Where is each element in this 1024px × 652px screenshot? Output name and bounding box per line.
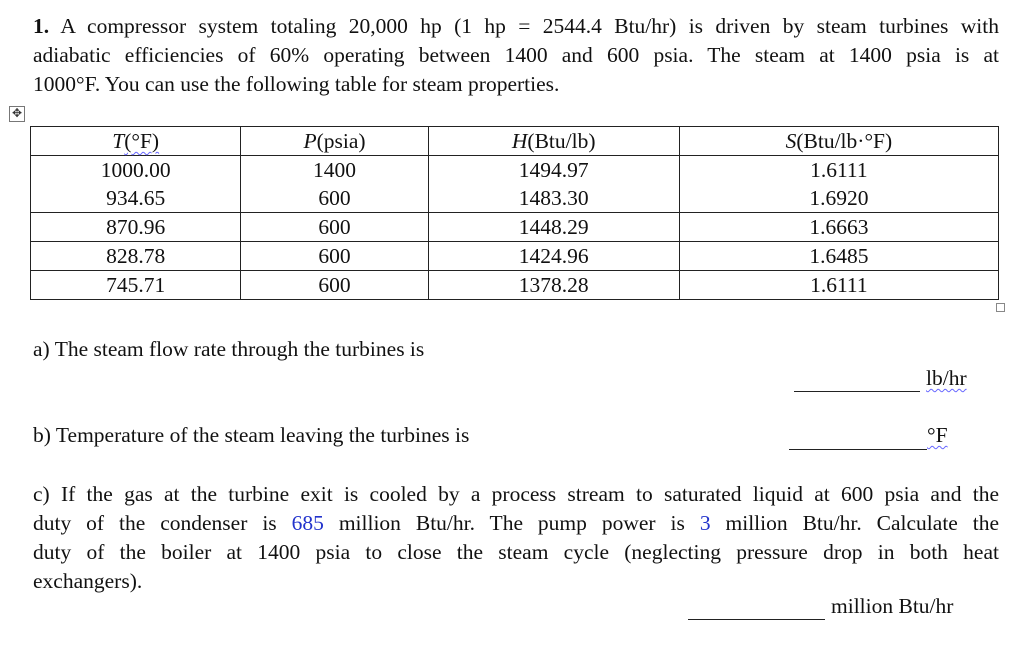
steam-properties-table bbox=[30, 126, 999, 300]
header-temperature: T(°F) bbox=[31, 127, 241, 156]
table-row bbox=[31, 242, 999, 271]
answer-c-blank[interactable] bbox=[688, 619, 825, 620]
cell-pressure: 600 bbox=[241, 184, 428, 213]
intro-line-3: 1000°F. You can use the following table for steam properties. bbox=[33, 72, 560, 96]
question-c bbox=[33, 480, 999, 596]
table-header-row bbox=[31, 127, 999, 156]
cell-entropy: 1.6111 bbox=[679, 271, 998, 300]
cell-enthalpy: 1494.97 bbox=[428, 156, 679, 185]
answer-a-unit: lb/hr bbox=[926, 366, 967, 390]
header-enthalpy: H(Btu/lb) bbox=[428, 127, 679, 156]
answer-c-unit: million Btu/hr bbox=[831, 594, 954, 618]
problem-number: 1. bbox=[33, 14, 50, 38]
question-c-line-4: exchangers). bbox=[33, 569, 143, 593]
problem-statement bbox=[33, 12, 999, 99]
table-row bbox=[31, 213, 999, 242]
cell-pressure: 600 bbox=[241, 242, 428, 271]
answer-a-blank[interactable] bbox=[794, 391, 920, 392]
cell-enthalpy: 1448.29 bbox=[428, 213, 679, 242]
cell-temperature: 745.71 bbox=[31, 271, 241, 300]
table-row bbox=[31, 156, 999, 185]
cell-entropy: 1.6663 bbox=[679, 213, 998, 242]
cell-pressure: 1400 bbox=[241, 156, 428, 185]
condenser-duty-value: 685 bbox=[291, 511, 324, 535]
question-b: b) Temperature of the steam leaving the turbines is bbox=[33, 423, 470, 447]
intro-line-2: adiabatic efficiencies of 60% operating between 1400 and 600 psia. The steam at 1400 psia is at bbox=[33, 43, 999, 67]
answer-b-unit: °F bbox=[927, 423, 948, 447]
cell-entropy: 1.6485 bbox=[679, 242, 998, 271]
header-entropy: S(Btu/lb·°F) bbox=[679, 127, 998, 156]
cell-entropy: 1.6111 bbox=[679, 156, 998, 185]
header-pressure: P(psia) bbox=[241, 127, 428, 156]
table-move-handle-icon[interactable]: ✥ bbox=[9, 106, 25, 122]
cell-temperature: 828.78 bbox=[31, 242, 241, 271]
question-c-line-3: duty of the boiler at 1400 psia to close the steam cycle (neglecting pressure drop in both heat bbox=[33, 540, 999, 564]
question-a: a) The steam flow rate through the turbines is bbox=[33, 337, 425, 361]
cell-enthalpy: 1483.30 bbox=[428, 184, 679, 213]
pump-power-value: 3 bbox=[699, 511, 711, 535]
cell-temperature: 934.65 bbox=[31, 184, 241, 213]
cell-enthalpy: 1424.96 bbox=[428, 242, 679, 271]
cell-entropy: 1.6920 bbox=[679, 184, 998, 213]
question-c-line-1: c) If the gas at the turbine exit is cooled by a process stream to saturated liquid at 600 psia and the bbox=[33, 482, 999, 506]
intro-line-1: 1. A compressor system totaling 20,000 hp (1 hp = 2544.4 Btu/hr) is driven by steam turbines with bbox=[33, 14, 999, 38]
question-c-line-2: duty of the condenser is 685 million Btu/hr. The pump power is 3 million Btu/hr. Calculate the bbox=[33, 511, 1000, 535]
table-resize-handle[interactable] bbox=[996, 303, 1005, 312]
cell-pressure: 600 bbox=[241, 213, 428, 242]
table-row bbox=[31, 184, 999, 213]
cell-temperature: 870.96 bbox=[31, 213, 241, 242]
cell-temperature: 1000.00 bbox=[31, 156, 241, 185]
cell-enthalpy: 1378.28 bbox=[428, 271, 679, 300]
table-row bbox=[31, 271, 999, 300]
cell-pressure: 600 bbox=[241, 271, 428, 300]
answer-b-blank[interactable] bbox=[789, 449, 927, 450]
